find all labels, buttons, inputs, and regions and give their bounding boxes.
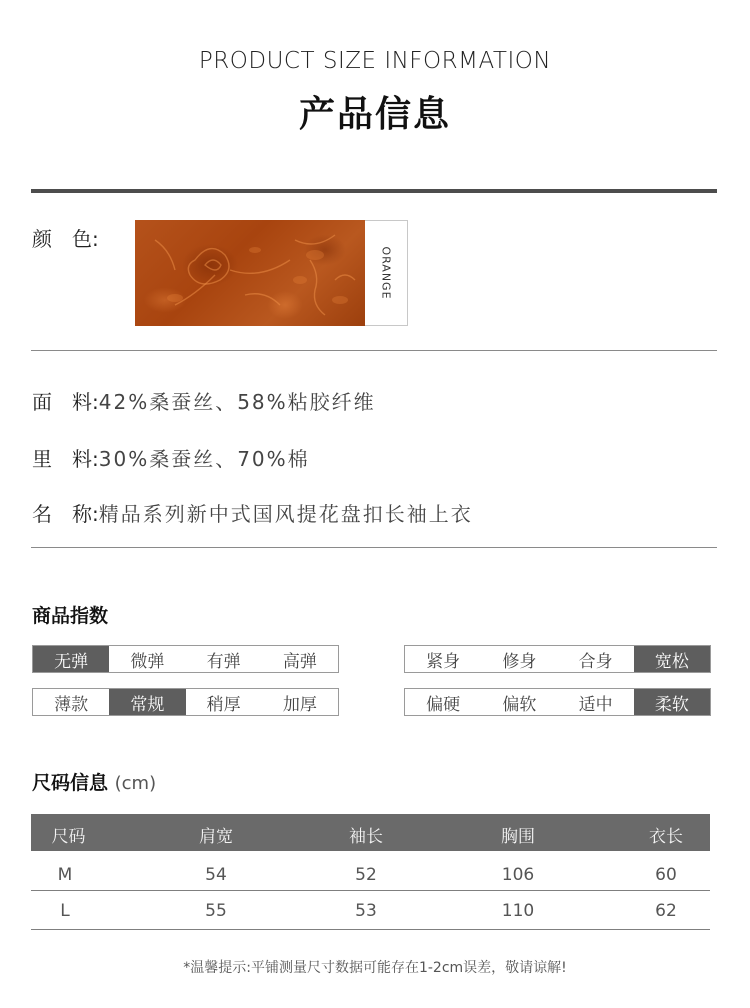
column-header: 胸围: [501, 827, 535, 847]
column-header: 衣长: [649, 827, 683, 847]
table-cell: 110: [501, 901, 535, 921]
table-cell: 106: [501, 865, 535, 885]
column-header: 尺码: [51, 827, 86, 847]
softness-scale: [404, 688, 711, 716]
swatch-color-tag: [365, 220, 408, 326]
header-divider: [31, 189, 717, 193]
table-cell: 62: [655, 901, 677, 921]
table-cell: 54: [205, 865, 227, 885]
elasticity-scale: [32, 645, 339, 673]
size-table-title: 尺码信息 (cm): [32, 772, 157, 794]
column-header: 袖长: [349, 827, 383, 847]
scale-option: 适中: [578, 694, 613, 715]
scale-option: 有弹: [206, 651, 241, 672]
scale-option: 无弹: [33, 646, 109, 672]
table-cell: 55: [205, 901, 227, 921]
scale-option: 高弹: [282, 651, 317, 672]
section-divider: [31, 350, 717, 351]
fit-scale: [404, 645, 711, 673]
table-row: [31, 901, 710, 923]
title-chinese: 产品信息: [298, 94, 451, 135]
column-header: 肩宽: [199, 827, 233, 847]
color-label: 颜 色:: [32, 227, 99, 251]
scale-option: 稍厚: [206, 694, 241, 715]
table-cell: 60: [655, 865, 677, 885]
swatch-color-name: ORANGE: [379, 246, 393, 300]
scale-option: 加厚: [282, 694, 317, 715]
table-row: [31, 865, 710, 887]
table-cell: 52: [355, 865, 377, 885]
scale-option: 合身: [578, 651, 613, 672]
scale-option: 薄款: [54, 694, 89, 715]
measurement-note: *温馨提示:平铺测量尺寸数据可能存在1-2cm误差，敬请谅解!: [183, 960, 567, 976]
thickness-scale: [32, 688, 339, 716]
detail-row-lining: 里 料:30%桑蚕丝、70%棉: [32, 447, 310, 471]
scale-option: 宽松: [634, 646, 710, 672]
scale-option: 紧身: [426, 651, 461, 672]
indices-title: 商品指数: [32, 605, 109, 627]
scale-option: 偏软: [502, 694, 537, 715]
row-divider: [31, 929, 710, 930]
row-divider: [31, 890, 710, 891]
scale-option: 常规: [109, 689, 185, 715]
title-english: PRODUCT SIZE INFORMATION: [198, 48, 552, 74]
size-table-header: [31, 814, 710, 851]
detail-row-fabric: 面 料:42%桑蚕丝、58%粘胶纤维: [32, 390, 376, 414]
section-divider: [31, 547, 717, 548]
table-cell: L: [60, 901, 70, 921]
scale-option: 修身: [502, 651, 537, 672]
scale-option: 柔软: [634, 689, 710, 715]
table-cell: 53: [355, 901, 377, 921]
scale-option: 微弹: [130, 651, 165, 672]
fabric-swatch-image: [135, 220, 365, 326]
floral-pattern: [135, 220, 365, 326]
detail-row-name: 名 称:精品系列新中式国风提花盘扣长袖上衣: [32, 502, 473, 526]
scale-option: 偏硬: [426, 694, 461, 715]
table-cell: M: [57, 865, 73, 885]
